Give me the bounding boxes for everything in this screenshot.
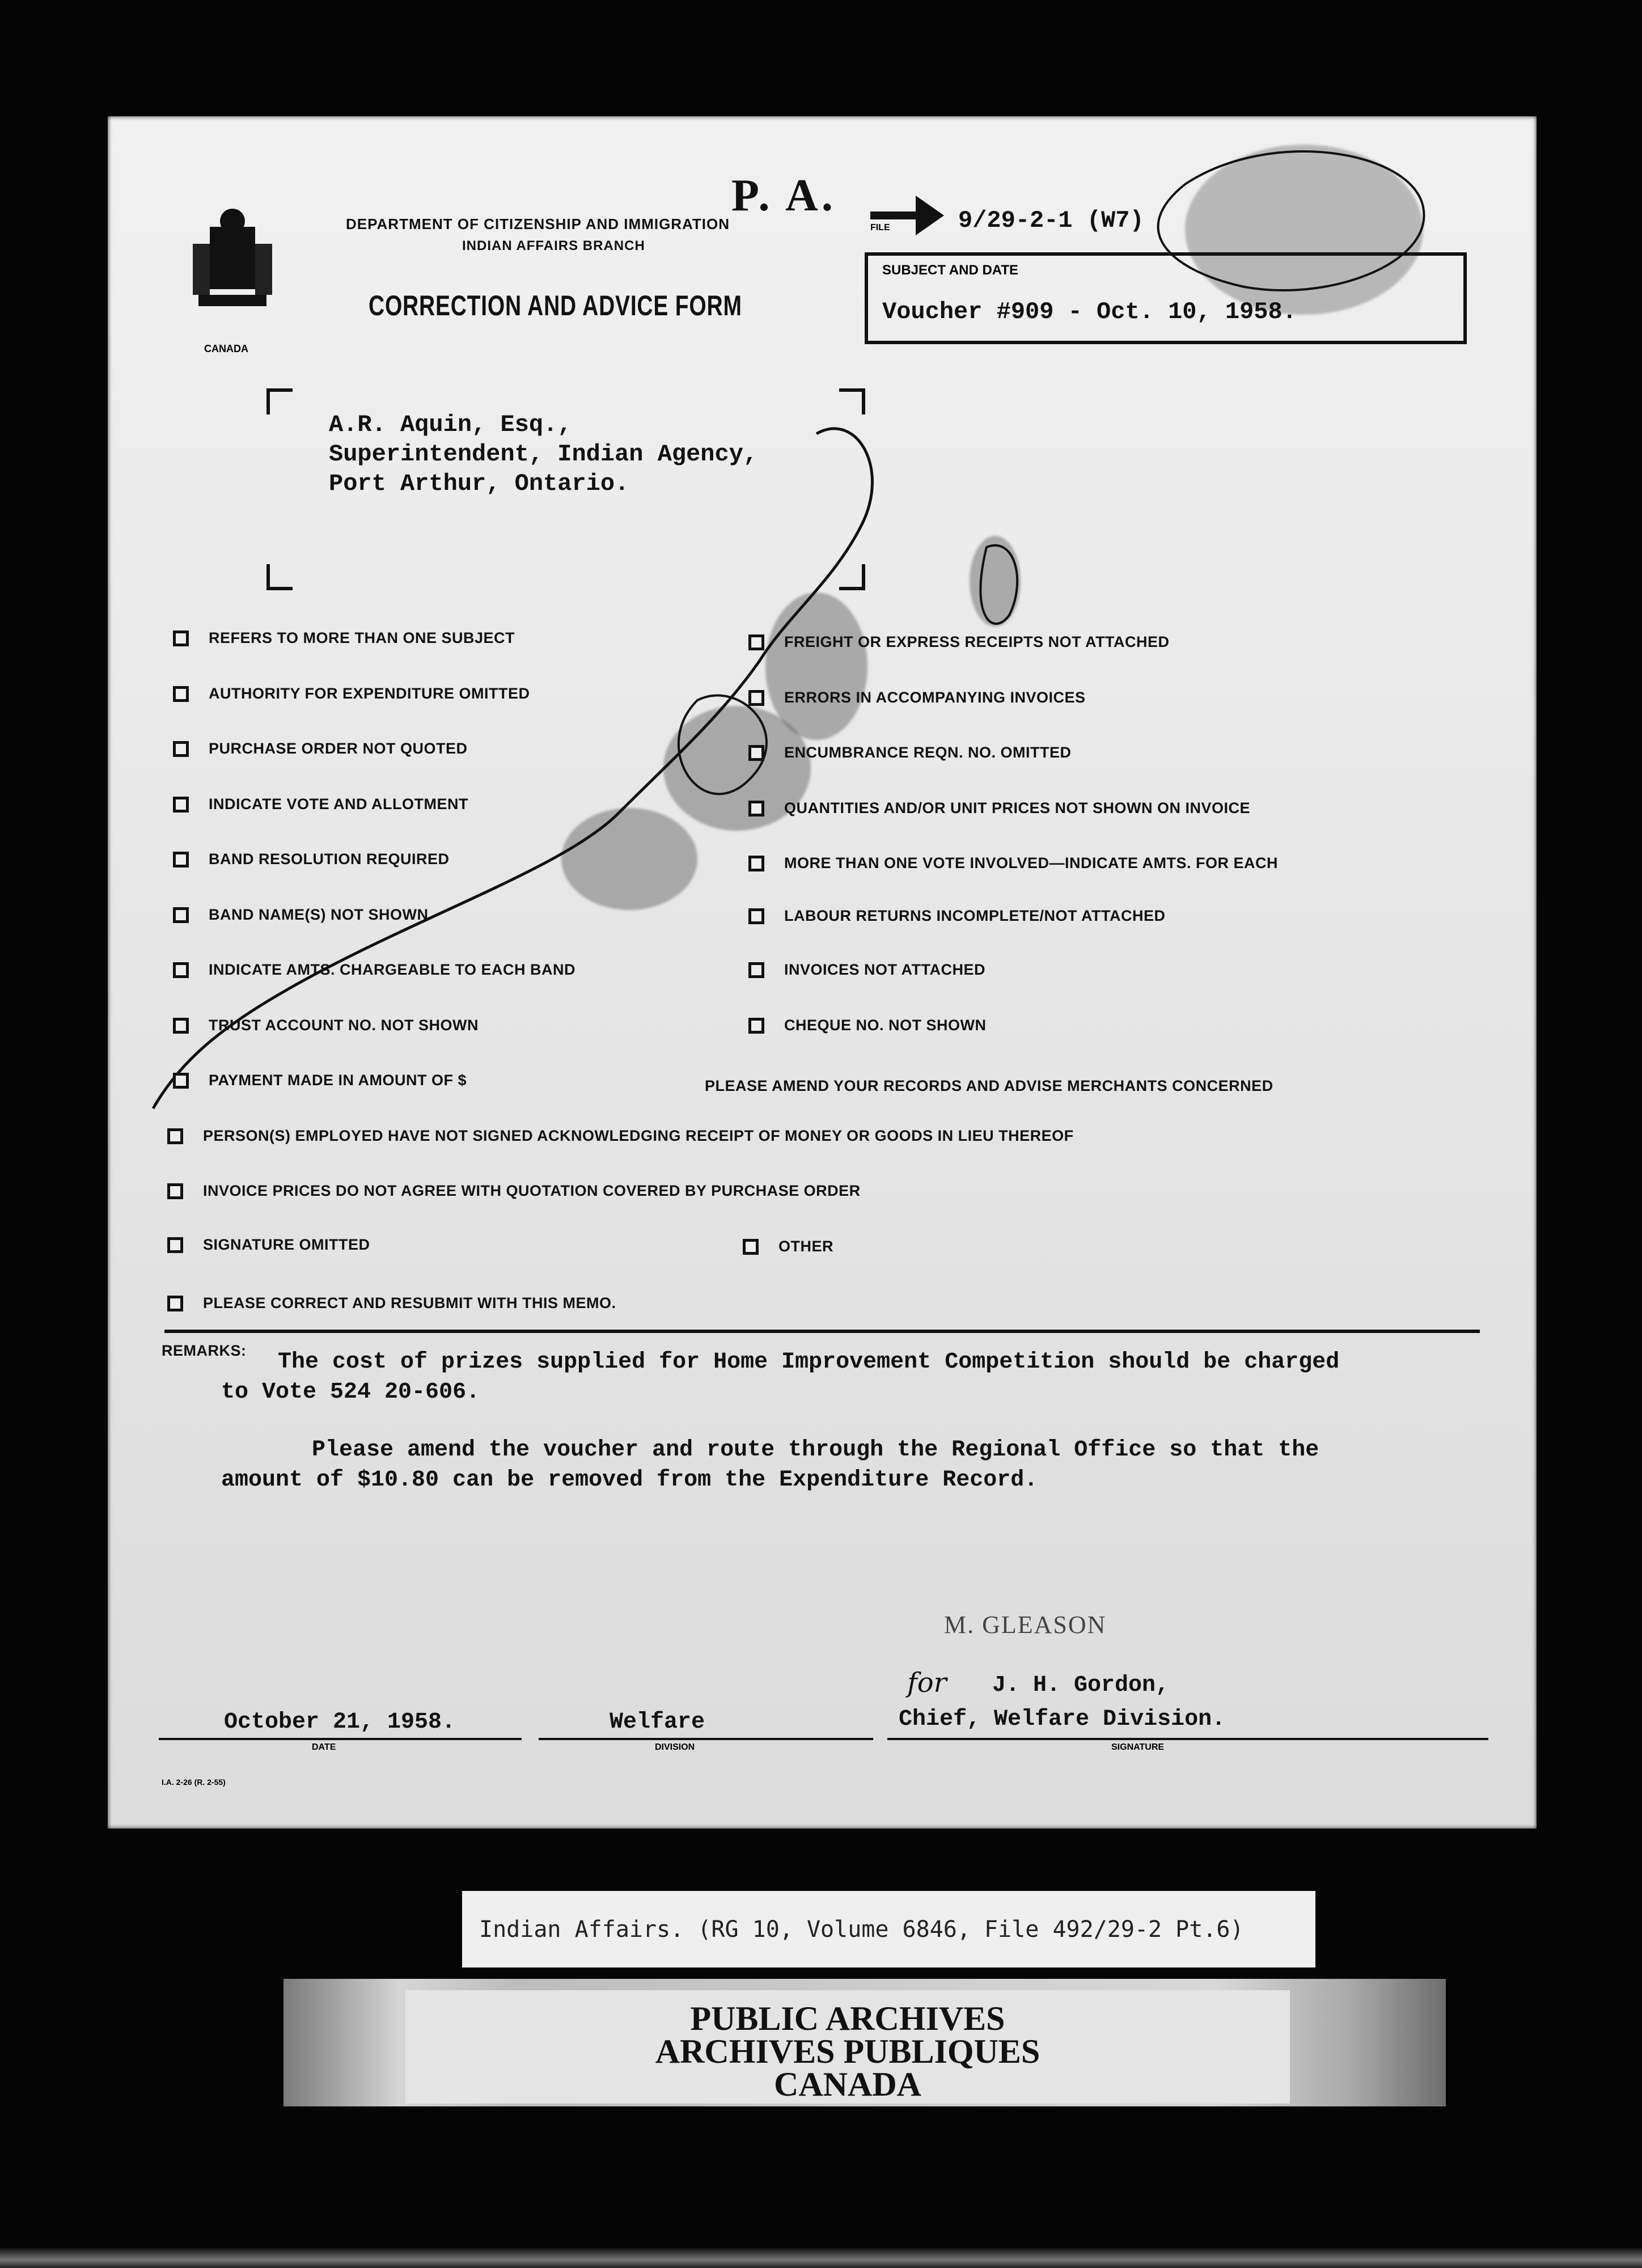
remarks-label: REMARKS: xyxy=(162,1342,247,1359)
checklist-label: QUANTITIES AND/OR UNIT PRICES NOT SHOWN ON INVOICE xyxy=(784,799,1251,816)
subject-value: Voucher #909 - Oct. 10, 1958. xyxy=(882,298,1297,325)
remarks-line: The cost of prizes supplied for Home Improvement Competition should be charged xyxy=(278,1349,1340,1375)
checklist-item[interactable] xyxy=(167,1236,370,1254)
addressee-line: Port Arthur, Ontario. xyxy=(329,470,629,497)
file-label: FILE xyxy=(870,223,890,232)
signature-line xyxy=(887,1738,1488,1740)
checklist-item[interactable] xyxy=(173,906,428,924)
address-bracket-tl xyxy=(266,388,293,414)
checklist-label: INDICATE VOTE AND ALLOTMENT xyxy=(209,796,468,813)
citation-text: Indian Affairs. (RG 10, Volume 6846, File 492/29-2 Pt.6) xyxy=(479,1916,1244,1943)
addressee-line: Superintendent, Indian Agency, xyxy=(329,441,758,468)
checkbox[interactable] xyxy=(173,1073,189,1089)
checklist-label: ENCUMBRANCE REQN. NO. OMITTED xyxy=(784,744,1072,761)
checklist-label: TRUST ACCOUNT NO. NOT SHOWN xyxy=(209,1017,479,1034)
amend-notice: PLEASE AMEND YOUR RECORDS AND ADVISE MERCHANTS CONCERNED xyxy=(705,1077,1273,1094)
arrow-right-icon xyxy=(867,190,947,241)
checklist-item[interactable] xyxy=(173,685,530,703)
name-stamp: M. GLEASON xyxy=(944,1611,1107,1639)
checklist-label: MORE THAN ONE VOTE INVOLVED—INDICATE AMTS. FOR EACH xyxy=(784,854,1279,871)
checkbox[interactable] xyxy=(173,907,189,923)
checklist-label: ERRORS IN ACCOMPANYING INVOICES xyxy=(784,689,1086,706)
checkbox[interactable] xyxy=(748,690,764,706)
branch-name: INDIAN AFFAIRS BRANCH xyxy=(462,238,645,253)
checklist-item[interactable] xyxy=(173,1017,479,1034)
checklist-item[interactable] xyxy=(173,796,468,813)
checklist-label: INDICATE AMTS. CHARGEABLE TO EACH BAND xyxy=(209,961,576,978)
remarks-line: Please amend the voucher and route through the Regional Office so that the xyxy=(312,1437,1319,1463)
checkbox[interactable] xyxy=(173,962,189,978)
remarks-rule xyxy=(164,1330,1480,1333)
archive-label-line: PUBLIC ARCHIVES xyxy=(690,2000,1005,2037)
checkbox[interactable] xyxy=(167,1296,183,1311)
division-value: Welfare xyxy=(610,1710,705,1735)
checklist-item[interactable] xyxy=(748,744,1072,761)
checklist-label: PURCHASE ORDER NOT QUOTED xyxy=(209,740,468,757)
checkbox[interactable] xyxy=(748,745,764,761)
checklist-label: PLEASE CORRECT AND RESUBMIT WITH THIS MEMO. xyxy=(203,1294,616,1311)
division-label: DIVISION xyxy=(655,1742,695,1752)
checkbox[interactable] xyxy=(173,631,189,646)
signatory-title: Chief, Welfare Division. xyxy=(899,1707,1226,1732)
checklist-label: BAND NAME(S) NOT SHOWN xyxy=(209,906,429,923)
checklist-label: FREIGHT OR EXPRESS RECEIPTS NOT ATTACHED xyxy=(784,633,1170,650)
form-code: I.A. 2-26 (R. 2-55) xyxy=(162,1778,226,1787)
address-bracket-br xyxy=(839,564,865,590)
checklist-item[interactable] xyxy=(748,1017,987,1034)
address-bracket-tr xyxy=(839,388,865,414)
checkbox[interactable] xyxy=(748,856,764,871)
remarks-line: to Vote 524 20-606. xyxy=(221,1380,480,1405)
remarks-line: amount of $10.80 can be removed from the Expenditure Record. xyxy=(221,1467,1038,1493)
correction-and-advice-form xyxy=(108,116,1537,1829)
archive-label xyxy=(405,1990,1290,2104)
checklist-item[interactable] xyxy=(748,633,1170,651)
checklist-item[interactable] xyxy=(167,1182,861,1200)
checklist-item[interactable] xyxy=(748,689,1086,706)
checklist-label: LABOUR RETURNS INCOMPLETE/NOT ATTACHED xyxy=(784,907,1166,924)
checklist-label: REFERS TO MORE THAN ONE SUBJECT xyxy=(209,629,515,646)
division-line xyxy=(539,1738,873,1740)
date-line xyxy=(159,1738,522,1740)
checklist-item[interactable] xyxy=(173,629,515,647)
signature-for: for xyxy=(907,1667,947,1699)
pa-stamp: P. A. xyxy=(731,171,836,221)
checklist-label: INVOICE PRICES DO NOT AGREE WITH QUOTATION COVERED BY PURCHASE ORDER xyxy=(203,1182,861,1199)
checkbox[interactable] xyxy=(743,1239,759,1255)
archive-label-line: CANADA xyxy=(774,2066,921,2103)
subject-box xyxy=(865,252,1467,344)
signatory-name: J. H. Gordon, xyxy=(992,1673,1170,1698)
address-bracket-bl xyxy=(266,564,293,590)
coat-of-arms-icon xyxy=(181,204,283,329)
checklist-item[interactable] xyxy=(748,854,1278,872)
checklist-label: OTHER xyxy=(778,1238,833,1255)
addressee-line: A.R. Aquin, Esq., xyxy=(329,411,572,438)
checklist-item[interactable] xyxy=(748,907,1165,925)
checklist-label: INVOICES NOT ATTACHED xyxy=(784,961,986,978)
form-title: CORRECTION AND ADVICE FORM xyxy=(369,290,742,321)
checkbox[interactable] xyxy=(173,686,189,702)
checkbox[interactable] xyxy=(748,634,764,650)
archive-label-line: ARCHIVES PUBLIQUES xyxy=(655,2033,1040,2070)
checkbox[interactable] xyxy=(748,801,764,816)
date-value: October 21, 1958. xyxy=(224,1710,456,1735)
checkbox[interactable] xyxy=(167,1237,183,1253)
checkbox[interactable] xyxy=(167,1128,183,1144)
checklist-item[interactable] xyxy=(748,961,985,979)
checklist-label: SIGNATURE OMITTED xyxy=(203,1236,370,1253)
date-label: DATE xyxy=(312,1742,336,1752)
checkbox[interactable] xyxy=(173,741,189,757)
checklist-label: CHEQUE NO. NOT SHOWN xyxy=(784,1017,987,1034)
checklist-label: PERSON(S) EMPLOYED HAVE NOT SIGNED ACKNOWLEDGING RECEIPT OF MONEY OR GOODS IN LIEU THEREOF xyxy=(203,1127,1074,1144)
checkbox[interactable] xyxy=(748,908,764,924)
checklist-item[interactable] xyxy=(748,799,1250,817)
file-number: 9/29-2-1 (W7) xyxy=(958,207,1144,234)
checklist-item[interactable] xyxy=(173,1072,467,1089)
checklist-item[interactable] xyxy=(167,1294,616,1312)
checkbox[interactable] xyxy=(173,797,189,813)
subject-label: SUBJECT AND DATE xyxy=(882,263,1019,278)
film-edge xyxy=(0,2248,1642,2268)
checklist-item[interactable] xyxy=(173,740,468,758)
checkbox[interactable] xyxy=(167,1183,183,1199)
checklist-item[interactable] xyxy=(173,850,450,868)
checklist-item[interactable] xyxy=(743,1238,833,1255)
checkbox[interactable] xyxy=(748,1018,764,1034)
checkbox[interactable] xyxy=(173,852,189,868)
department-name: DEPARTMENT OF CITIZENSHIP AND IMMIGRATION xyxy=(346,215,730,232)
checkbox[interactable] xyxy=(173,1018,189,1034)
checklist-label: BAND RESOLUTION REQUIRED xyxy=(209,850,450,868)
signature-label: SIGNATURE xyxy=(1111,1742,1165,1752)
checklist-item[interactable] xyxy=(167,1127,1074,1145)
coat-of-arms-label: CANADA xyxy=(204,343,248,354)
citation-slip xyxy=(462,1891,1315,1967)
checklist-label: PAYMENT MADE IN AMOUNT OF $ xyxy=(209,1072,467,1089)
archive-label-band xyxy=(283,1979,1446,2106)
checklist-label: AUTHORITY FOR EXPENDITURE OMITTED xyxy=(209,685,530,702)
checkbox[interactable] xyxy=(748,962,764,978)
checklist-item[interactable] xyxy=(173,961,575,979)
